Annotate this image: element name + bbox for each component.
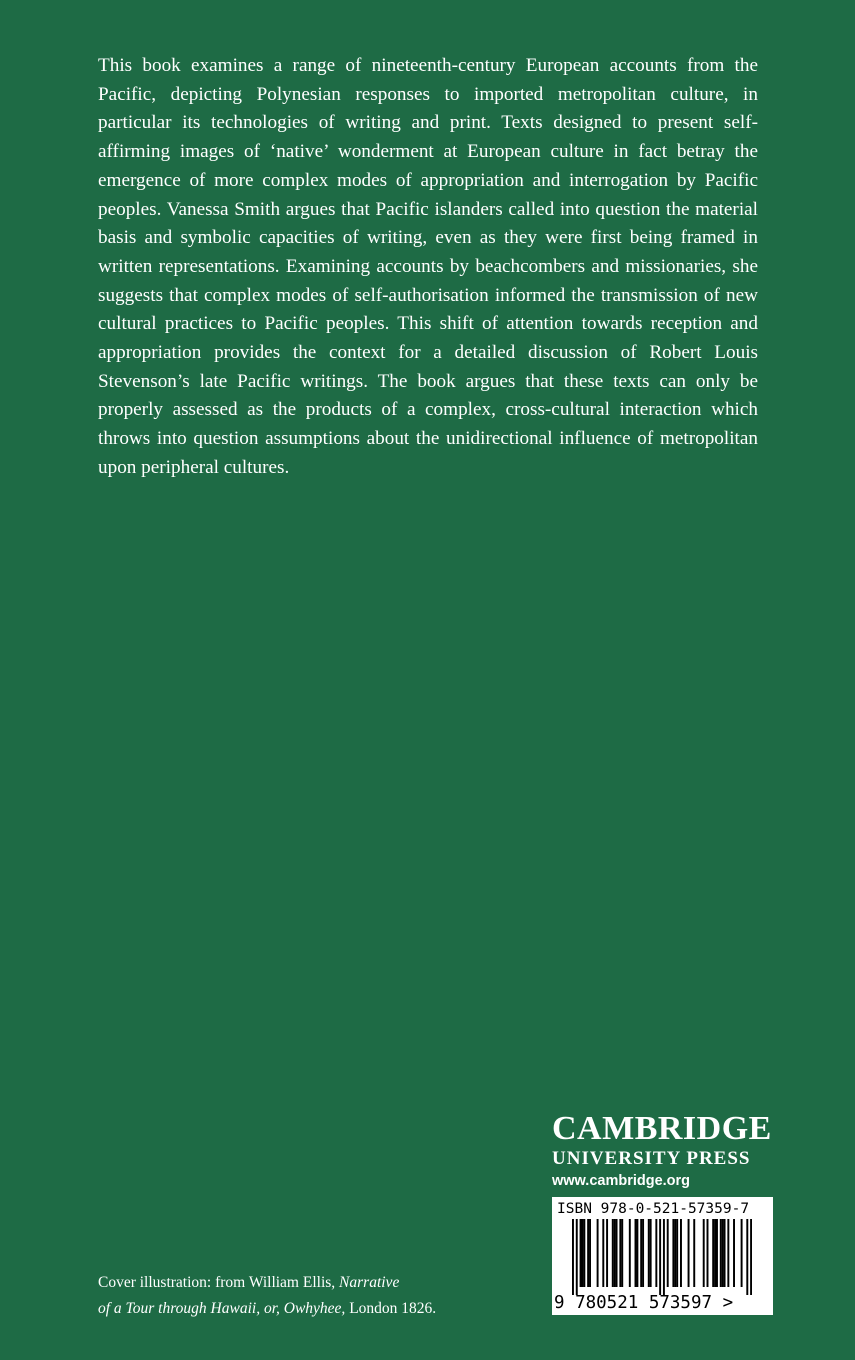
barcode-bar (650, 1219, 652, 1287)
barcode-bar (716, 1219, 718, 1287)
barcode-bar (693, 1219, 695, 1287)
barcode-bar (629, 1219, 631, 1287)
barcode-bar (724, 1219, 726, 1287)
barcode-bar (659, 1219, 661, 1295)
barcode-bar (750, 1219, 752, 1295)
barcode-bar (614, 1219, 616, 1287)
barcode-bar (674, 1219, 676, 1287)
barcode-bar (720, 1219, 722, 1287)
barcode-bar (640, 1219, 642, 1287)
barcode-bar (612, 1219, 614, 1287)
barcode-bar (581, 1219, 583, 1287)
barcode-digits: 9 780521 573597 > (554, 1293, 734, 1313)
barcode-bar (663, 1219, 665, 1295)
barcode-bar (712, 1219, 714, 1287)
barcode-bar (642, 1219, 644, 1287)
barcode-bar (667, 1219, 669, 1287)
barcode-bar (727, 1219, 729, 1287)
barcode-bar (589, 1219, 591, 1287)
barcode-bar (616, 1219, 618, 1287)
barcode-bar (676, 1219, 678, 1287)
publisher-logo (552, 1112, 774, 1189)
blurb-text: This book examines a range of nineteenth-century European accounts from the Pacific, depicting Polynesian responses to imported metropolitan culture, in particular its technologies of writing and print. Texts designed to present self-affirming images of ‘native’ wonderment at European culture in fact betray the emergence of more complex modes of appropriation and interrogation by Pacific peoples. Vanessa Smith argues that Pacific islanders called into question the material basis and symbolic capacities of writing, even as they were first being framed in written representations. Examining accounts by beachcombers and missionaries, she suggests that complex modes of self-authorisation informed the transmission of new cultural practices to Pacific peoples. This shift of attention towards reception and appropriation provides the context for a detailed discussion of Robert Louis Stevenson’s late Pacific writings. The book argues that these texts can only be properly assessed as the products of a complex, cross-cultural interaction which throws into question assumptions about the unidirectional influence of metropolitan upon peripheral cultures. (98, 55, 758, 478)
barcode-bar (688, 1219, 690, 1287)
publisher-name: CAMBRIDGE (552, 1110, 772, 1147)
credit-title-1: Narrative (339, 1274, 400, 1291)
barcode-bar (648, 1219, 650, 1287)
barcode-bar (576, 1219, 578, 1295)
isbn-label: ISBN 978-0-521-57359-7 (557, 1201, 750, 1217)
barcode-bar (580, 1219, 582, 1287)
barcode-bar (635, 1219, 637, 1287)
cover-credit (98, 1270, 518, 1322)
barcode-bar (707, 1219, 709, 1287)
barcode-bar (597, 1219, 599, 1287)
barcode-bar (606, 1219, 608, 1287)
barcode-bar (602, 1219, 604, 1287)
barcode-bar (703, 1219, 705, 1287)
credit-suffix: London 1826. (345, 1300, 437, 1317)
barcode-bar (572, 1219, 574, 1295)
publisher-subname: UNIVERSITY PRESS (552, 1148, 751, 1169)
barcode-bar (583, 1219, 585, 1287)
barcode-bar (680, 1219, 682, 1287)
barcode-bar (733, 1219, 735, 1287)
barcode-bar (636, 1219, 638, 1287)
barcode-bar (619, 1219, 621, 1287)
barcode-bar (672, 1219, 674, 1287)
barcode-bar (722, 1219, 724, 1287)
barcode-bar (746, 1219, 748, 1295)
barcode-bar (587, 1219, 589, 1287)
barcode-bar (655, 1219, 657, 1287)
credit-prefix: Cover illustration: from William Ellis, (98, 1274, 340, 1291)
barcode-bar (714, 1219, 716, 1287)
barcode-bars (572, 1219, 752, 1295)
credit-title-2: of a Tour through Hawaii, or, Owhyhee, (98, 1300, 346, 1317)
publisher-url: www.cambridge.org (552, 1173, 691, 1189)
barcode-bar (621, 1219, 623, 1287)
isbn-barcode (552, 1197, 773, 1315)
barcode-bar (741, 1219, 743, 1287)
